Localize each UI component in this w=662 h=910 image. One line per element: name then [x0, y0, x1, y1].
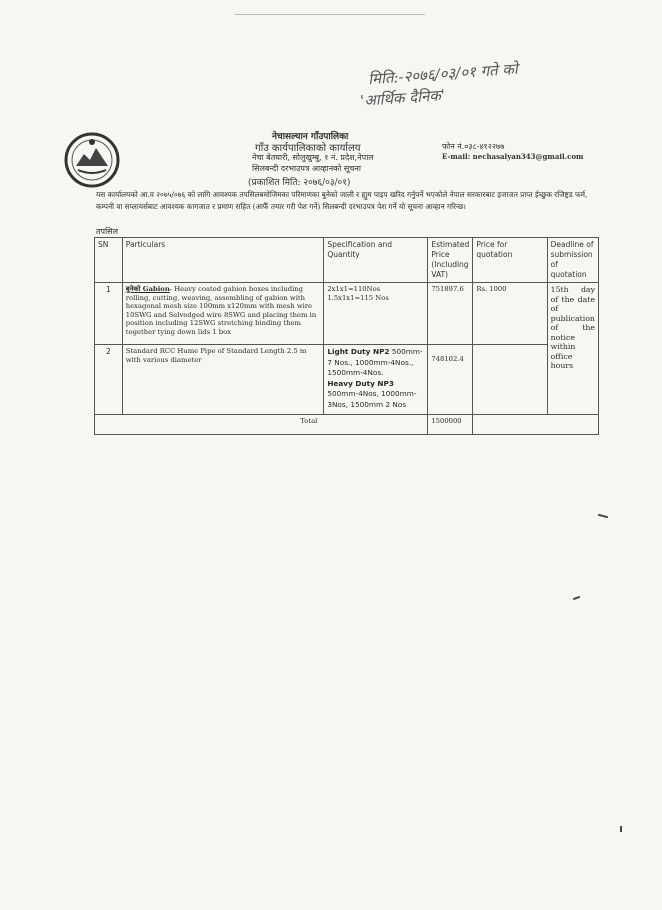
header-particulars: Particulars — [122, 238, 324, 283]
total-label: Total — [95, 415, 428, 435]
handwritten-date-note: मिति:-२०७६/०३/०१ गते को — [367, 59, 519, 89]
row1-price: Rs. 1000 — [473, 283, 547, 345]
row1-spec — [324, 283, 428, 345]
intro-paragraph: यस कार्यालयको आ.व २०७५/०७६ को लागि आवश्यक तपसिलबमोजिमका परिमाणका बुनेको जाली र ह्युम पाइप खरिद गर्नुपर्ने भएकोले नेपाल सरकारबाट इजाजत प्राप्त ईच्छुक रजिष्ट्रड फर्म, कम्पनी वा सप्लायर्सबाट आवश्यक कागजात र प्रमाण सहित (आफैँ तयार गरी पेश गर्ने) सिलबन्दी दरभाउपत्र पेश गर्ने यो सूचना आव्हान गरिन्छ। — [96, 190, 588, 211]
header-estimate: Estimated Price (Including VAT) — [428, 238, 473, 283]
office-name: गाँउ कार्यपालिकाको कार्यालय — [255, 143, 361, 154]
phone-number: फोन नं.०३८-४१२२७७ — [442, 142, 505, 151]
row2-estimate: 748102.4 — [428, 345, 473, 415]
org-name: नेचासल्यान गाँउपालिका — [272, 132, 349, 142]
scan-mark — [620, 826, 622, 832]
scan-mark — [573, 596, 580, 600]
row2-spec — [324, 345, 428, 415]
header-deadline: Deadline of submission of quotation — [547, 238, 598, 283]
table-row — [95, 345, 599, 415]
quotation-table — [94, 237, 599, 435]
scan-mark — [598, 514, 608, 519]
row2-heavy-sizes: 500mm-4Nos, 1000mm-3Nos, 1500mm 2 Nos — [327, 389, 417, 409]
details-label: तपसिल — [96, 227, 119, 236]
row1-particulars — [122, 283, 324, 345]
government-emblem-icon — [62, 130, 122, 190]
row2-heavy-label: Heavy Duty NP3 — [327, 378, 394, 388]
header-sn: SN — [95, 238, 123, 283]
handwritten-newspaper-note: 'आर्थिक दैनिक' — [359, 86, 446, 110]
top-rule — [235, 14, 425, 15]
header-spec: Specification and Quantity — [324, 238, 428, 283]
email-address: E-mail: nechasalyan343@gmail.com — [442, 152, 584, 161]
row1-deadline: 15th day of the date of publication of the notice within office hours — [547, 283, 598, 415]
total-empty — [473, 415, 599, 435]
header-price: Price for quotation — [473, 238, 547, 283]
notice-title: सिलबन्दी दरभाउपत्र आव्हानको सूचना — [252, 164, 361, 173]
table-row — [95, 283, 599, 345]
row2-light-label: Light Duty NP2 — [327, 347, 390, 356]
published-date: (प्रकाशित मिति: २०७६/०३/०१) — [248, 178, 351, 188]
total-value: 1500000 — [428, 415, 473, 435]
row1-item-desc: - Heavy coated gabion boxes including rolling, cutting, weaving, assembling of gabion with hexagonal mesh size 100mm x120mm with mesh wire 10SWG and Selvedged wire 8SWG and placing them in position including 12SWG stretching binding them together tying down lids 1 box — [125, 285, 317, 336]
row1-item-name: बुनेको Gabion — [125, 285, 170, 293]
row2-light-sizes: 500mm-7 Nos., 1000mm-4Nos., 1500mm-4Nos. — [327, 347, 423, 377]
row1-spec-line1: 2x1x1=110Nos — [327, 285, 381, 293]
row2-particulars: Standard RCC Hume Pipe of Standard Length 2.5 m with various diameter — [122, 345, 324, 415]
table-header-row — [95, 238, 599, 283]
office-address: नेचा बेतघारी, सोलुखुम्बु, १ नं. प्रदेश,नेपाल — [252, 153, 374, 162]
table-total-row — [95, 415, 599, 435]
row1-estimate: 751897.6 — [428, 283, 473, 345]
row2-sn: 2 — [95, 345, 123, 415]
row1-sn: 1 — [95, 283, 123, 345]
row1-spec-line2: 1.5x1x1=115 Nos — [327, 293, 389, 302]
row2-price — [473, 345, 547, 415]
